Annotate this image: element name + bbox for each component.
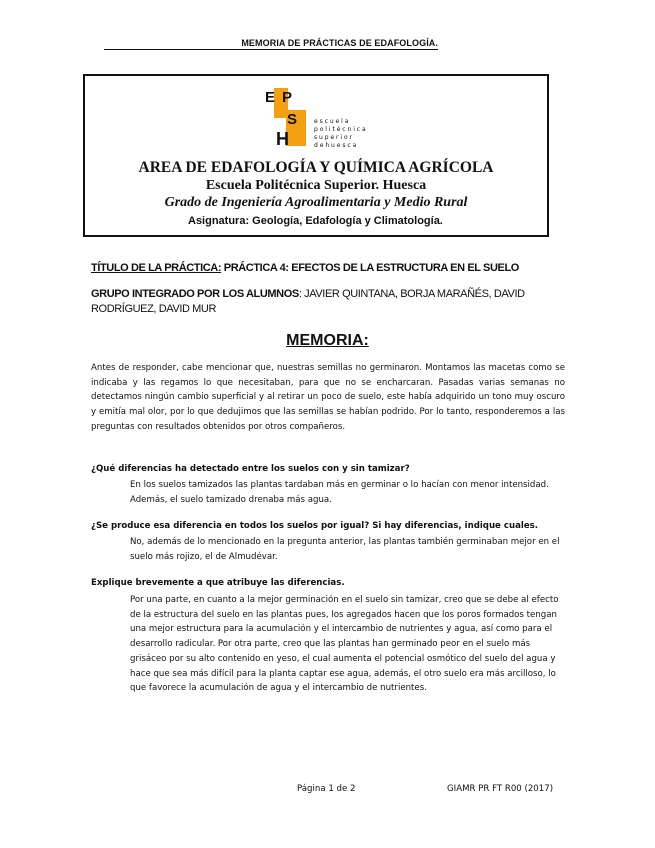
intro-paragraph: Antes de responder, cabe mencionar que, nuestras semillas no germinaron. Montamos las macetas como se indicaba y las regamos lo que necesitaban, para que no se encharcaran. Pasadas varias semanas no detectamos ningún cambio superficial y al retirar un poco de suelo, este había adquirido un tono muy oscuro y emitía mal olor, por lo que dedujimos que las semillas se habían podrido. Por lo tanto, responderemos a las preguntas con resultados obtenidos por otros compañeros. — [91, 363, 565, 432]
logo-letter-e: E — [265, 89, 276, 106]
banner-subject: Asignatura: Geología, Edafología y Climatología. — [188, 215, 443, 227]
banner-school-name: Escuela Politécnica Superior. Huesca — [205, 178, 427, 193]
logo-tagline-2: p o l i t é c n i c a — [314, 126, 366, 133]
answer-1: En los suelos tamizados las plantas tardaban más en germinar o lo hacían con menor intensidad. Además, el suelo tamizado drenaba más agua. — [130, 480, 549, 505]
school-logo — [262, 88, 402, 148]
answer-3: Por una parte, en cuanto a la mejor germinación en el suelo sin tamizar, creo que se debe al efecto de la estructura del suelo en las plantas pues, los agregados hacen que los poros formados tengan una mejor estructura para la acumulación y el intercambio de nutrientes y agua, así como para el desarrollo radicular. Por otra parte, creo que las plantas han germinado peor en el suelo más grisáceo por su alto contenido en yeso, el cual aumenta el potencial osmótico del suelo del agua y hace que sea más difícil para la planta captar ese agua, además, el otro suelo era más arcilloso, lo que favorece la acumulación de agua y el intercambio de nutrientes. — [130, 595, 559, 694]
group-members-label: GRUPO INTEGRADO POR LOS ALUMNOS — [91, 288, 299, 300]
question-2: ¿Se produce esa diferencia en todos los suelos por igual? Si hay diferencias, indique cuales. — [91, 521, 539, 531]
logo-tagline-3: s u p e r i o r — [314, 134, 353, 141]
practice-title-label: TÍTULO DE LA PRÁCTICA: — [91, 262, 222, 274]
practice-title — [91, 262, 519, 274]
header-rule — [104, 49, 438, 50]
logo-tagline-4: d e h u e s c a — [314, 142, 357, 148]
logo-tagline-1: e s c u e l a — [314, 118, 349, 125]
banner-degree-name: Grado de Ingeniería Agroalimentaria y Medio Rural — [164, 195, 468, 210]
question-1: ¿Qué diferencias ha detectado entre los suelos con y sin tamizar? — [91, 464, 410, 474]
page-header: MEMORIA DE PRÁCTICAS DE EDAFOLOGÍA. — [241, 38, 438, 48]
practice-title-value: PRÁCTICA 4: EFECTOS DE LA ESTRUCTURA EN EL SUELO — [221, 262, 519, 274]
question-3: Explique brevemente a que atribuye las diferencias. — [91, 578, 345, 588]
group-members — [91, 287, 561, 317]
logo-letter-p: P — [282, 89, 293, 106]
banner-area-title: AREA DE EDAFOLOGÍA Y QUÍMICA AGRÍCOLA — [138, 159, 494, 176]
answer-2: No, además de lo mencionado en la pregunta anterior, las plantas también germinaban mejor en el suelo más rojizo, el de Almudévar. — [130, 537, 560, 562]
page-number: Página 1 de 2 — [297, 784, 356, 794]
document-code: GIAMR PR FT R00 (2017) — [447, 784, 554, 794]
memoria-heading: MEMORIA: — [286, 332, 369, 349]
group-members-value: : JAVIER QUINTANA, BORJA MARAÑÉS, DAVID RODRÍGUEZ, DAVID MUR — [91, 288, 525, 315]
logo-letter-s: S — [287, 111, 298, 128]
logo-letter-h: H — [276, 129, 289, 148]
